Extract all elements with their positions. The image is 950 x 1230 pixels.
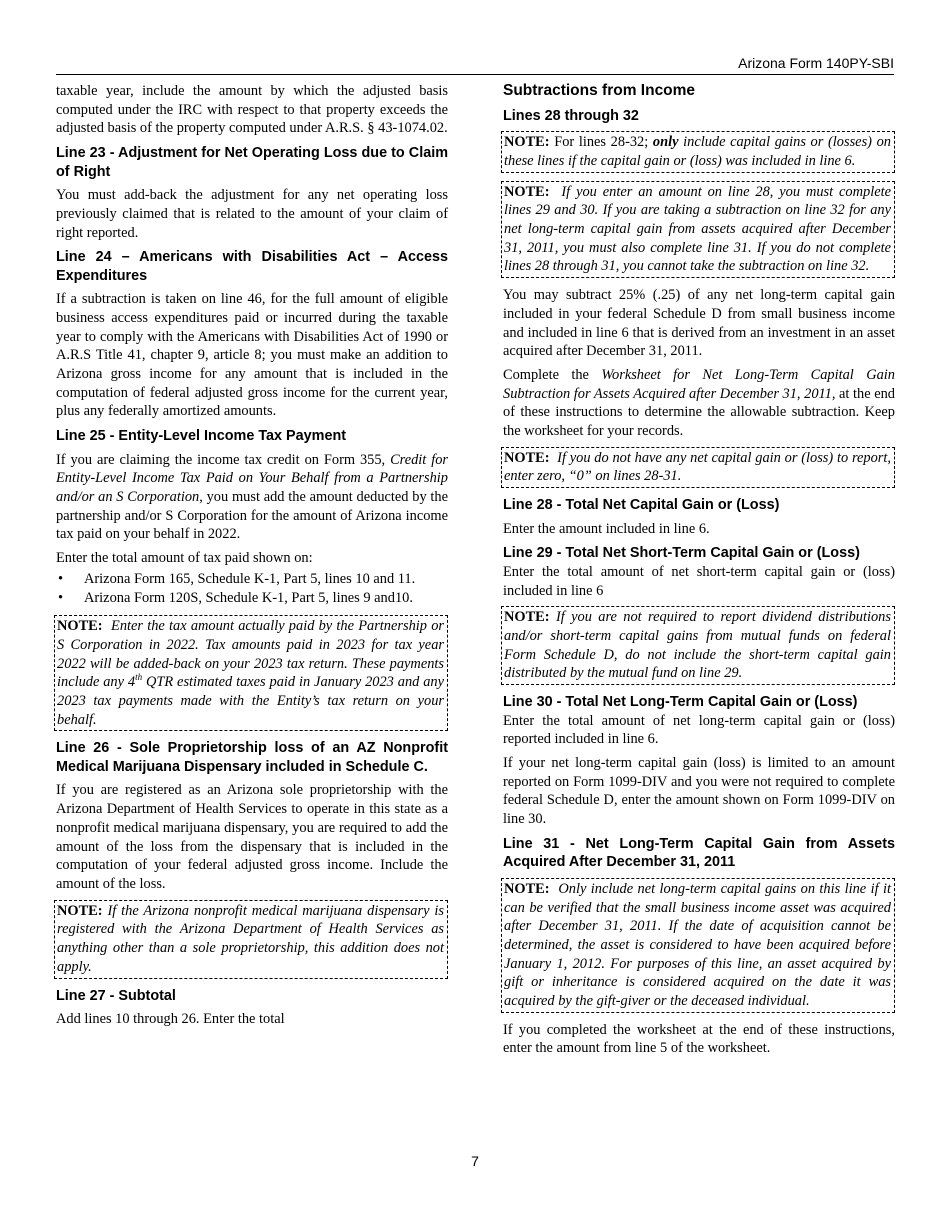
line25-bullet-list — [56, 570, 448, 607]
line28-heading: Line 28 - Total Net Capital Gain or (Loss) — [503, 497, 780, 514]
line30-body-2: If your net long-term capital gain (loss) is limited to an amount reported on Form 1099-DIV and you were not required to complete federal Schedule D, enter the amount shown on Form 1099-DIV on line 30. — [503, 754, 895, 828]
zero-entry-note: NOTE: If you do not have any net capital gain or (loss) to report, enter zero, “0” on lines 28-31. — [501, 447, 895, 488]
line24-heading: Line 24 – Americans with Disabilities Act – Access Expenditures — [56, 249, 448, 284]
line26-heading: Line 26 - Sole Proprietorship loss of an AZ Nonprofit Medical Marijuana Dispensary included in Schedule C. — [56, 740, 448, 775]
line28-body: Enter the amount included in line 6. — [503, 520, 710, 537]
line31-note: NOTE: Only include net long-term capital gains on this line if it can be verified that the small business income asset was acquired after December 31, 2011. If the date of acquisition cannot be determined, the asset is considered to have been acquired before January 1, 2012. For purposes of this line, an asset acquired by gift or inheritance is considered acquired on the date it was acquired by the gift-giver or the deceased individual. — [501, 878, 895, 1013]
line27-body: Add lines 10 through 26. Enter the total — [56, 1011, 285, 1028]
list-item: • Arizona Form 165, Schedule K-1, Part 5, lines 10 and 11. — [84, 570, 448, 589]
line23-body: You must add-back the adjustment for any net operating loss previously claimed that is related to the amount of your claim of right reported. — [56, 187, 448, 241]
subtraction-paragraph: You may subtract 25% (.25) of any net long-term capital gain included in your federal Schedule D from small business income and included in line 6 that is derived from an investment in an asset acquired after December 31, 2011. — [503, 287, 895, 360]
intro-paragraph: taxable year, include the amount by which the adjusted basis computed under the IRC with respect to that property exceeds the adjusted basis of the property computed under A.R.S. § 43-1074.02. — [56, 83, 448, 137]
left-column — [56, 82, 448, 1034]
line25-list-intro: Enter the total amount of tax paid shown on: — [56, 550, 313, 567]
right-column — [503, 82, 895, 1063]
line31-body: If you completed the worksheet at the end of these instructions, enter the amount from line 5 of the worksheet. — [503, 1021, 895, 1057]
line30-heading: Line 30 - Total Net Long-Term Capital Gain or (Loss) — [503, 694, 858, 711]
page-number: 7 — [471, 1153, 479, 1169]
line28-requirements-note: NOTE: If you enter an amount on line 28, you must complete lines 29 and 30. If you are taking a subtraction on line 32 for any net long-term capital gain from assets acquired after December 31, 2011, you must also complete line 31. If you do not complete lines 28 through 31, you cannot take the subtraction on line 32. — [501, 181, 895, 279]
line27-heading: Line 27 - Subtotal — [56, 987, 176, 1004]
line23-heading: Line 23 - Adjustment for Net Operating Loss due to Claim of Right — [56, 145, 448, 180]
line25-note: NOTE: Enter the tax amount actually paid by the Partnership or S Corporation in 2022. Tax amounts paid in 2023 for tax year 2022 will be added-back on your 2023 tax return. These payments include any 4th QTR estimated taxes paid in January 2023 and any 2023 tax payments made with the Entity’s tax return on your behalf. — [54, 615, 448, 731]
line29-heading: Line 29 - Total Net Short-Term Capital Gain or (Loss) — [503, 545, 860, 562]
lines28-32-note: NOTE: For lines 28-32; only include capital gains or (losses) on these lines if the capital gain or (loss) was included in line 6. — [501, 131, 895, 172]
line26-body: If you are registered as an Arizona sole proprietorship with the Arizona Department of Health Services to operate in this state as a nonprofit medical marijuana dispensary, you are required to add the amount of the loss from the dispensary that is included in the computation of your federal adjusted gross income. Include the amount of the loss. — [56, 782, 448, 892]
line29-body: Enter the total amount of net short-term capital gain or (loss) included in line 6 — [503, 563, 895, 599]
form-title: Arizona Form 140PY-SBI — [738, 55, 894, 71]
section-title: Subtractions from Income — [503, 82, 696, 99]
line31-heading: Line 31 - Net Long-Term Capital Gain from Assets Acquired After December 31, 2011 — [503, 835, 895, 871]
line29-note: NOTE: If you are not required to report dividend distributions and/or short-term capital gains from mutual funds on federal Form Schedule D, do not include the short-term capital gain distributed by the mutual fund on line 29. — [501, 606, 895, 685]
worksheet-paragraph: Complete the Worksheet for Net Long-Term Capital Gain Subtraction for Assets Acquired after December 31, 2011, at the end of these instructions to determine the allowable subtraction. Keep the worksheet for your records. — [503, 366, 895, 440]
line25-body: If you are claiming the income tax credit on Form 355, Credit for Entity-Level Income Tax Paid on Your Behalf from a Partnership and/or an S Corporation, you must add the amount deducted by the partnership and/or S Corporation for the amount of Arizona income tax paid on your behalf in 2022. — [56, 451, 449, 543]
line25-heading: Line 25 - Entity-Level Income Tax Payment — [56, 428, 347, 445]
lines28-32-heading: Lines 28 through 32 — [503, 107, 639, 124]
list-item: • Arizona Form 120S, Schedule K-1, Part 5, lines 9 and10. — [84, 589, 448, 608]
header-rule — [56, 74, 894, 75]
line26-note: NOTE: If the Arizona nonprofit medical marijuana dispensary is registered with the Arizona Department of Health Services as anything other than a sole proprietorship, this addition does not apply. — [54, 900, 448, 979]
line30-body: Enter the total amount of net long-term capital gain or (loss) reported included in line 6. — [503, 712, 895, 748]
line24-body: If a subtraction is taken on line 46, for the full amount of eligible business access expenditures paid or incurred during the taxable year to comply with the Americans with Disabilities Act of 1990 or A.R.S Title 41, chapter 9, article 8; you must make an addition to Arizona gross income for any amount that is included in the computation of federal adjusted gross income for the current year, plus any federally amortized amounts. — [56, 291, 448, 420]
